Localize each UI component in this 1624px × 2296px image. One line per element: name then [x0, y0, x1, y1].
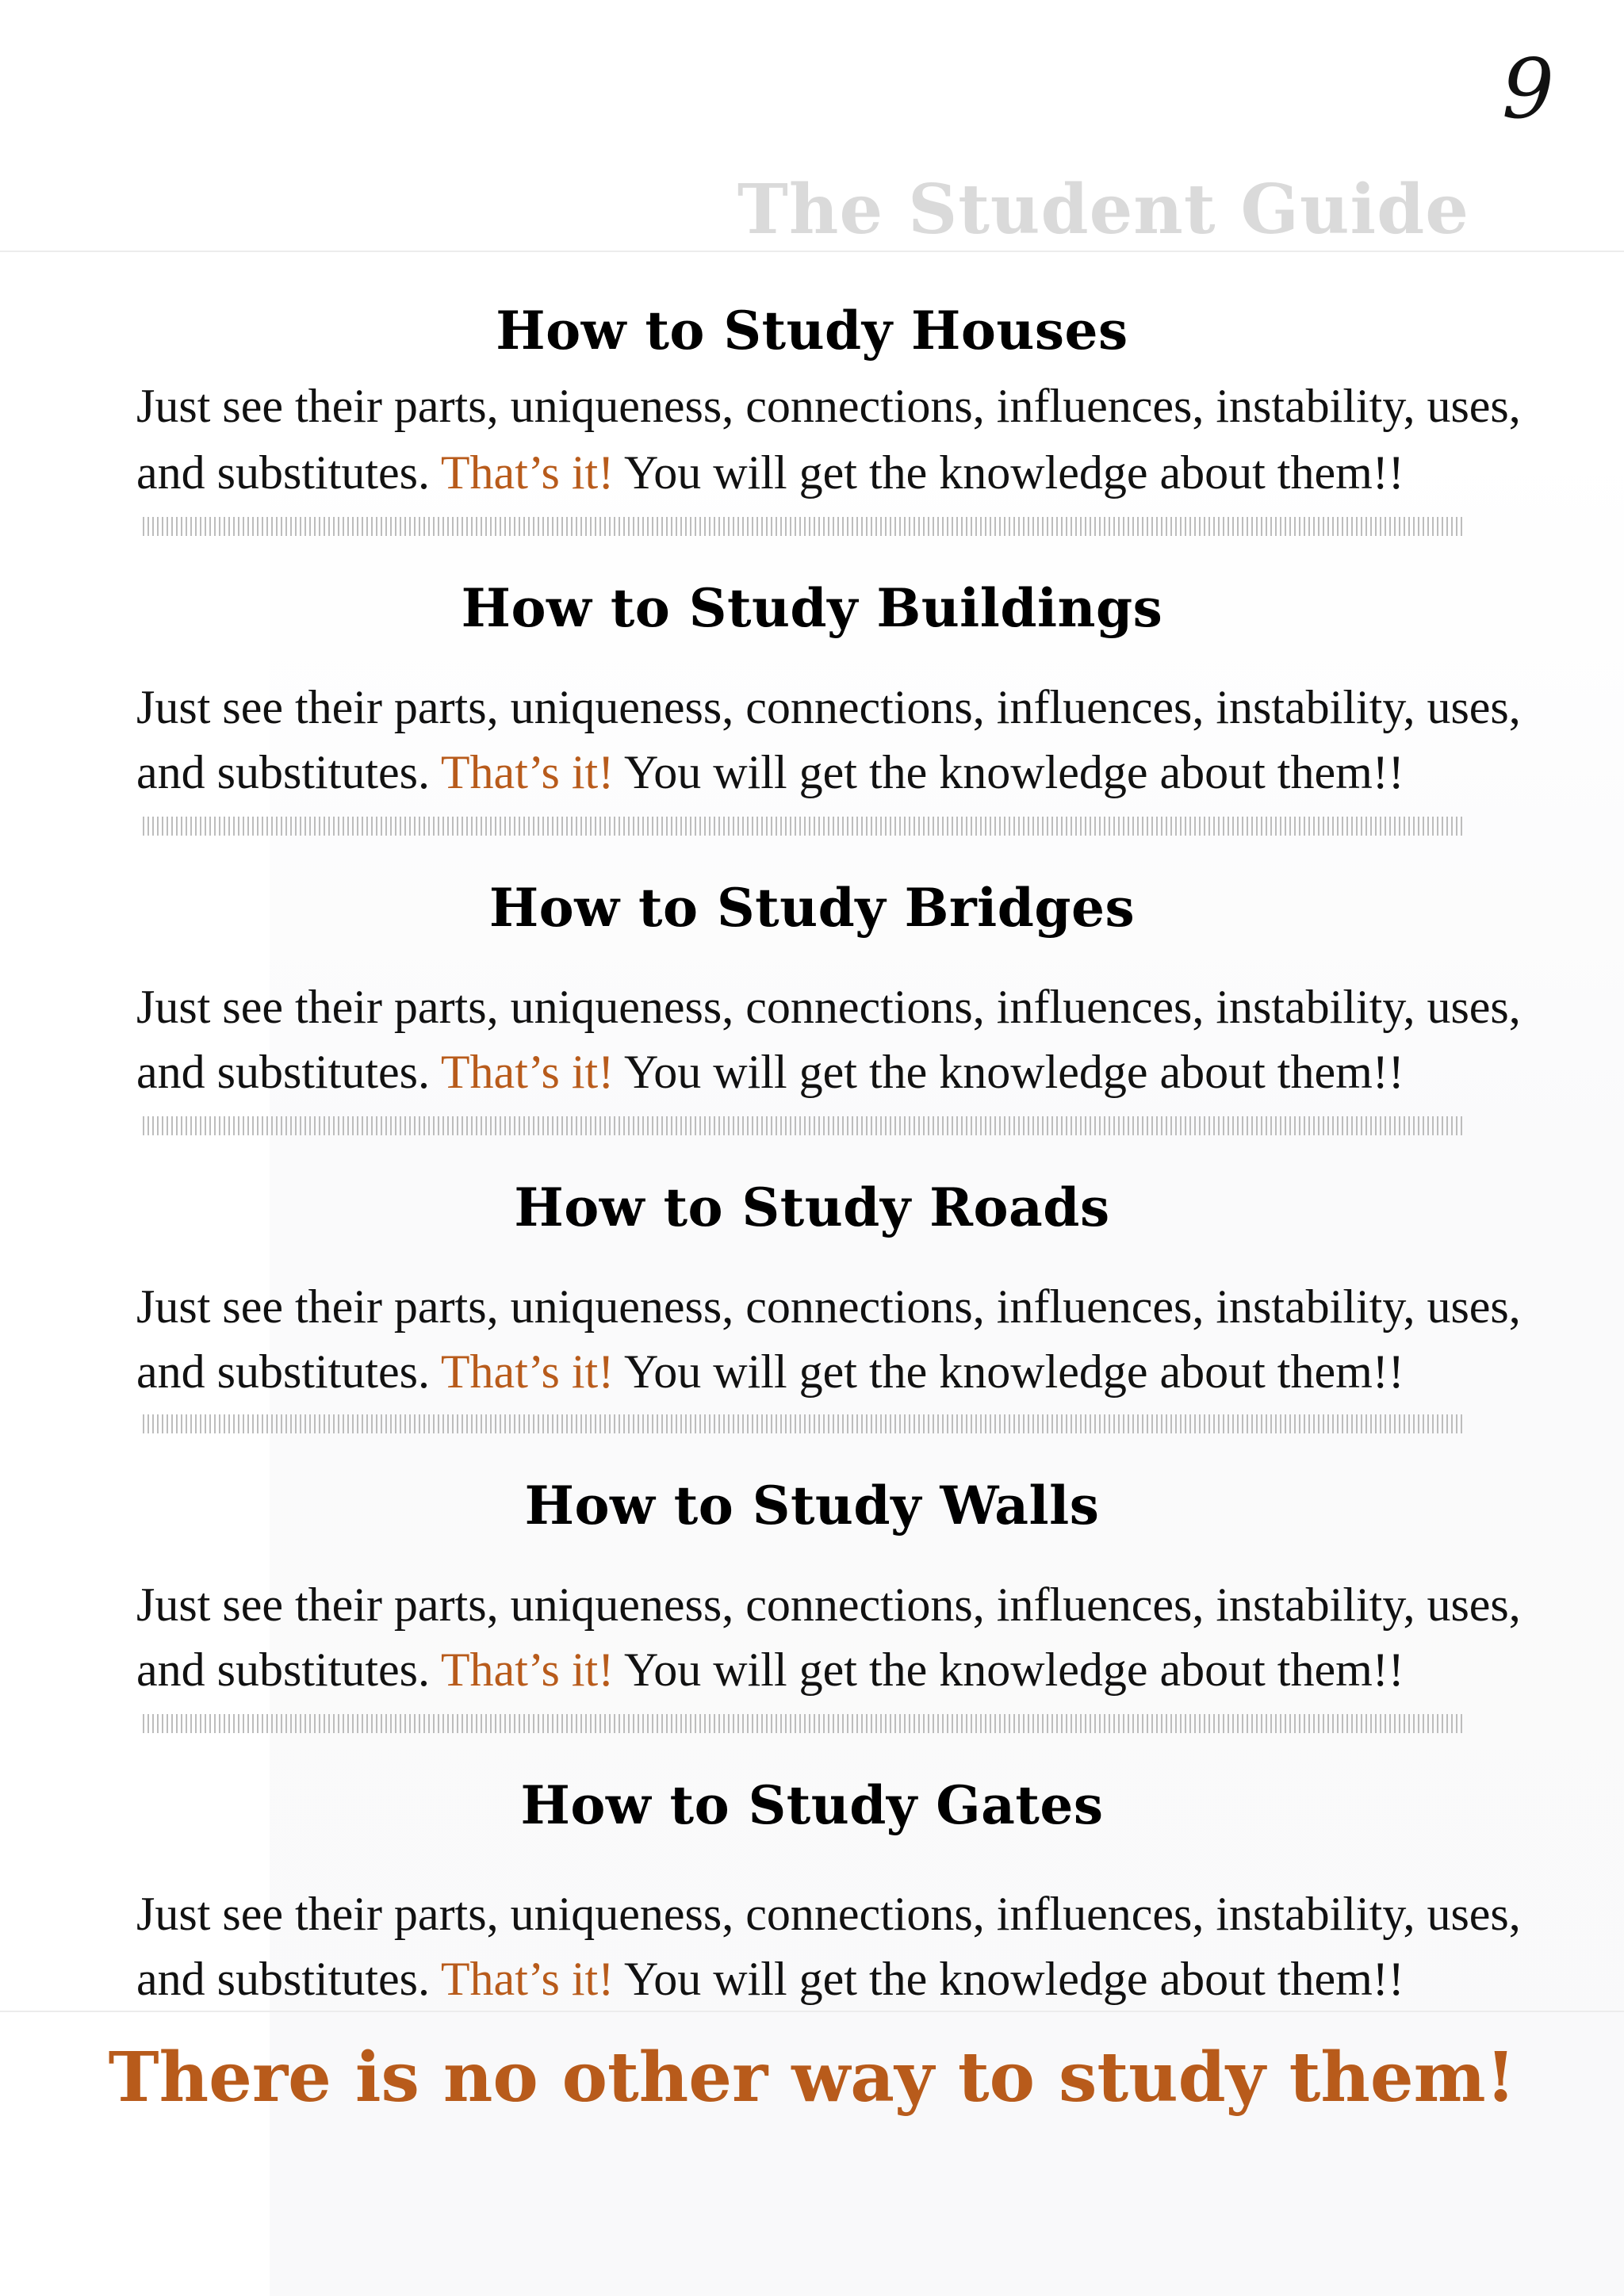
- section-body-line-2: [136, 1644, 1469, 1696]
- section-heading: How to Study Houses: [496, 300, 1128, 362]
- section-body-line-2: [136, 1048, 1469, 1096]
- tick-divider: [143, 1414, 1462, 1433]
- body-text: and substitutes.: [136, 1953, 441, 2005]
- section-body-line-1: Just see their parts, uniqueness, connections, influences, instability, uses,: [136, 1888, 1521, 1940]
- section-heading: How to Study Roads: [514, 1177, 1110, 1238]
- page-number: 9: [1501, 40, 1554, 137]
- body-text: You will get the knowledge about them!!: [614, 746, 1404, 798]
- section-body-line-2: [136, 446, 1469, 499]
- section-body-line-2: [136, 1955, 1469, 2003]
- tick-divider: [143, 817, 1462, 836]
- body-text: and substitutes.: [136, 1046, 441, 1098]
- body-text: You will get the knowledge about them!!: [614, 446, 1404, 499]
- emphasis-text: That’s it!: [440, 446, 615, 499]
- section-body-line-2: [136, 1345, 1469, 1398]
- body-text: You will get the knowledge about them!!: [614, 1644, 1404, 1696]
- section-body-line-1: Just see their parts, uniqueness, connections, influences, instability, uses,: [136, 681, 1521, 733]
- tick-divider: [143, 1714, 1462, 1733]
- section-heading: How to Study Bridges: [488, 877, 1136, 939]
- tick-divider: [143, 517, 1462, 536]
- header-divider: [0, 251, 1624, 252]
- body-text: and substitutes.: [136, 1644, 441, 1696]
- section-heading: How to Study Walls: [524, 1475, 1100, 1536]
- body-text: and substitutes.: [136, 446, 441, 499]
- tick-divider: [143, 1116, 1462, 1135]
- emphasis-text: That’s it!: [440, 1046, 615, 1098]
- body-text: You will get the knowledge about them!!: [614, 1345, 1404, 1398]
- body-text: You will get the knowledge about them!!: [614, 1953, 1404, 2005]
- section-heading: How to Study Gates: [520, 1774, 1104, 1836]
- closing-statement: There is no other way to study them!: [108, 2038, 1516, 2118]
- section-body-line-2: [136, 748, 1469, 796]
- section-body-line-1: Just see their parts, uniqueness, connections, influences, instability, uses,: [136, 380, 1521, 432]
- section-body-line-1: Just see their parts, uniqueness, connections, influences, instability, uses,: [136, 1280, 1521, 1333]
- emphasis-text: That’s it!: [440, 1345, 615, 1398]
- body-text: You will get the knowledge about them!!: [614, 1046, 1404, 1098]
- emphasis-text: That’s it!: [440, 746, 615, 798]
- footer-divider: [0, 2011, 1624, 2012]
- section-heading: How to Study Buildings: [461, 577, 1163, 639]
- section-body-line-1: Just see their parts, uniqueness, connections, influences, instability, uses,: [136, 1578, 1521, 1631]
- running-title: The Student Guide: [737, 170, 1469, 250]
- section-body-line-1: Just see their parts, uniqueness, connections, influences, instability, uses,: [136, 981, 1521, 1033]
- emphasis-text: That’s it!: [440, 1644, 615, 1696]
- body-text: and substitutes.: [136, 746, 441, 798]
- body-text: and substitutes.: [136, 1345, 441, 1398]
- emphasis-text: That’s it!: [440, 1953, 615, 2005]
